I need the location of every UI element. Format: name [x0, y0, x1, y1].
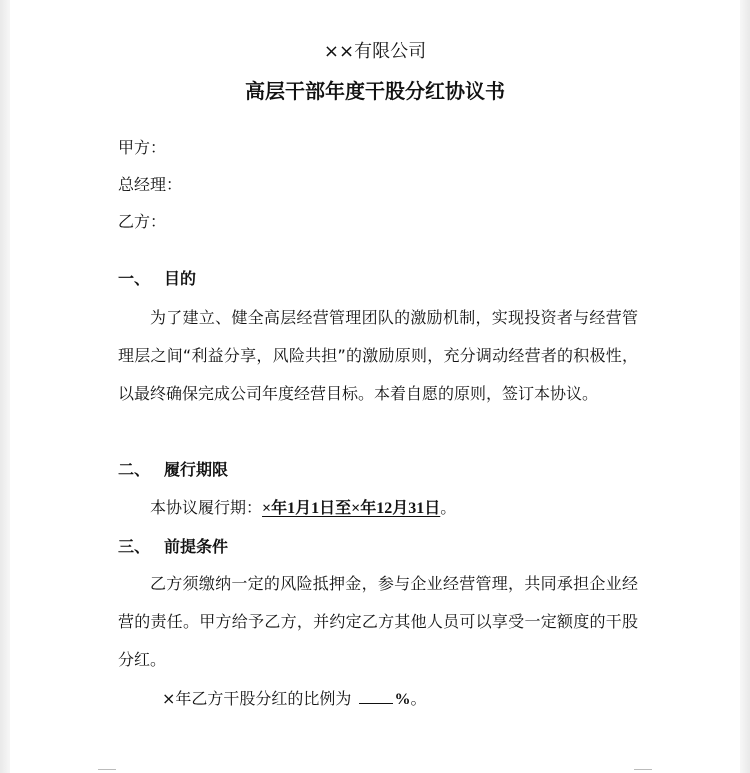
section-3-heading	[118, 535, 228, 559]
section-1-number: 一、	[118, 269, 151, 288]
section-1-paragraph: 为了建立、健全高层经营管理团队的激励机制，实现投资者与经营管理层之间“利益分享，风险共担”的激励原则，充分调动经营者的积极性，以最终确保完成公司年度经营目标。本着自愿的原则，签订本协议。	[118, 308, 638, 403]
ratio-prefix: ×年乙方干股分红的比例为	[162, 689, 352, 708]
term-suffix: 。	[440, 498, 457, 517]
page-corner-mark-right	[634, 769, 652, 773]
section-3-paragraph: 乙方须缴纳一定的风险抵押金，参与企业经营管理，共同承担企业经营的责任。甲方给予乙方，并约定乙方其他人员可以享受一定额度的干股分红。	[118, 574, 638, 669]
section-3-number: 三、	[118, 537, 151, 556]
term-prefix: 本协议履行期：	[150, 498, 263, 517]
section-2-heading	[118, 458, 228, 482]
ratio-line	[118, 680, 638, 719]
section-2-paragraph	[118, 489, 638, 528]
party-b-label: 乙方：	[118, 212, 167, 231]
page-shadow-right	[740, 0, 750, 773]
term-period: ×年1月1日至×年12月31日	[262, 500, 441, 517]
company-name: ××有限公司	[323, 41, 427, 62]
document-title: 高层干部年度干股分红协议书	[245, 79, 505, 103]
section-1-heading	[118, 267, 196, 291]
general-manager-label: 总经理：	[118, 175, 183, 194]
ratio-end: 。	[410, 689, 427, 708]
ratio-percent-sign: %	[394, 691, 411, 708]
page-shadow-left	[0, 0, 10, 773]
document-page	[10, 0, 740, 773]
page-corner-mark-left	[98, 769, 116, 773]
section-2-number: 二、	[118, 460, 151, 479]
party-a-label: 甲方：	[118, 138, 167, 157]
section-2-title: 履行期限	[164, 460, 229, 479]
section-3-title: 前提条件	[164, 537, 229, 556]
section-1-title: 目的	[164, 269, 197, 288]
ratio-blank	[359, 687, 393, 704]
